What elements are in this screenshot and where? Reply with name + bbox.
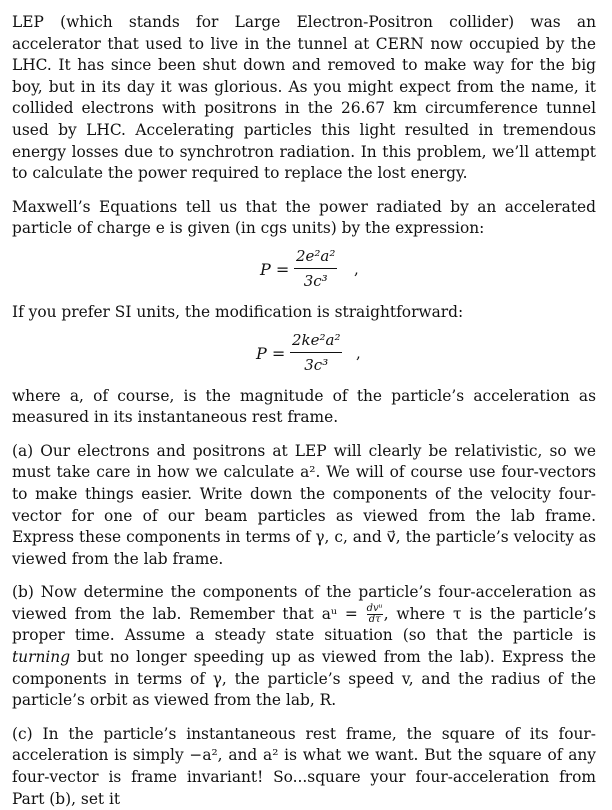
intro-paragraph: LEP (which stands for Large Electron-Positron collider) was an accelerator that used to live in the tunnel at CERN now occupied by the LHC. It has since been shut down and removed to make way for the big boy, but in its day it was glorious. As you might expect from the name, it collided electrons with positrons in the 26.67 km circumference tunnel used by LHC. Accelerating particles this light resulted in tremendous energy losses due to synchrotron radiation. In this problem, we’ll attempt to calculate the power required to replace the lost energy. xyxy=(12,13,596,183)
part-b-paragraph xyxy=(12,582,596,712)
part-b-text-3: but no longer speeding up as viewed from the lab). Express the components in terms of γ, the particle’s speed v, and the radius of the particle’s orbit as viewed from the lab, R. xyxy=(12,648,596,710)
part-b-derivative-fraction xyxy=(367,604,383,625)
part-b-emphasis-turning: turning xyxy=(12,648,71,667)
where-paragraph: where a, of course, is the magnitude of the particle’s acceleration as measured in its instantaneous rest frame. xyxy=(12,386,596,427)
eq-si-trail: , xyxy=(356,343,361,362)
maxwell-paragraph: Maxwell’s Equations tell us that the power radiated by an accelerated particle of charge e is given (in cgs units) by the expression: xyxy=(12,197,596,238)
document-page xyxy=(12,12,596,810)
eq-si-numerator: 2ke²a² xyxy=(292,330,341,349)
part-b-text-1: (b) Now determine the components of the particle’s four-acceleration as viewed from the lab. Remember that aᵘ = xyxy=(12,583,596,623)
part-a-paragraph: (a) Our electrons and positrons at LEP will clearly be relativistic, so we must take care in how we calculate a². We will of course use four-vectors to make things easier. Write down the components of the velocity four-vector for one of our beam particles as viewed from the lab frame. Express these components in terms of γ, c, and v⃗, the particle’s velocity as viewed from the lab frame. xyxy=(12,441,596,568)
eq-cgs-denominator: 3c³ xyxy=(303,271,328,290)
part-b-frac-numerator: dvᵘ xyxy=(366,603,383,615)
part-c-paragraph: (c) In the particle’s instantaneous rest frame, the square of its four-acceleration is simply −a², and a² is what we want. But the square of any four-vector is frame invariant! So...square your four-acceleration from Part (b), set it xyxy=(12,724,596,808)
eq-cgs-numerator: 2e²a² xyxy=(296,246,336,265)
eq-si-denominator: 3c³ xyxy=(304,355,329,374)
eq-si-lhs: P = xyxy=(256,343,286,363)
part-b-text-2: , where τ is the particle’s proper time. Assume a steady state situation (so that the particle is xyxy=(12,604,596,645)
power-equation-si xyxy=(12,330,596,380)
part-b-frac-denominator: dτ xyxy=(368,614,381,626)
eq-cgs-fraction xyxy=(294,246,337,291)
eq-cgs-lhs: P = xyxy=(260,259,290,279)
eq-si-fraction xyxy=(290,330,342,375)
si-paragraph: If you prefer SI units, the modification is straightforward: xyxy=(12,302,464,321)
eq-cgs-trail: , xyxy=(354,259,359,278)
power-equation-cgs xyxy=(12,246,596,296)
